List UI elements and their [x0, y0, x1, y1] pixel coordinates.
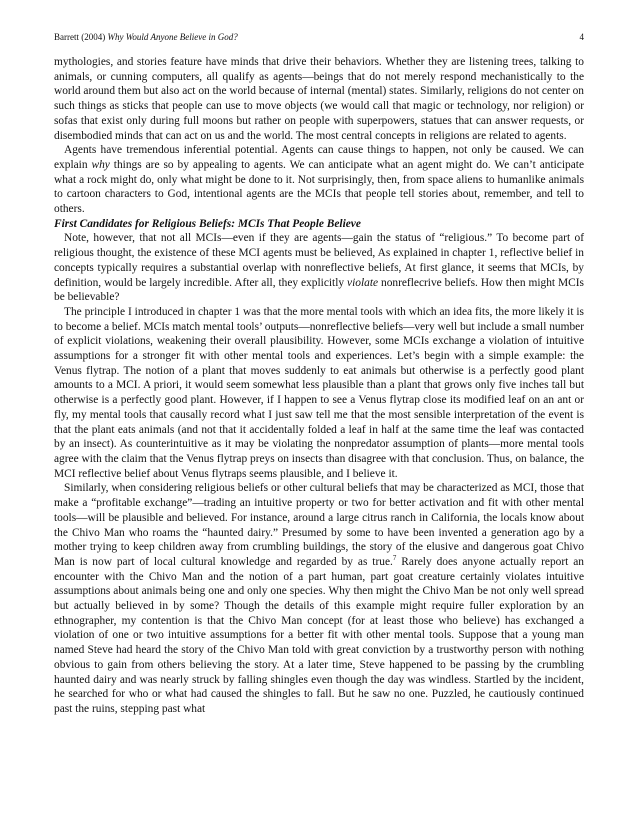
paragraph-2-text-a: Agents have tremendous inferential potential. Agents can cause things to happen, not only be caused. We can explain	[54, 144, 584, 171]
paragraph-5-text-b: Rarely does anyone actually report an encounter with the Chivo Man and the notion of a part human, part goat creature certainly violates intuitive assumptions about animals being one and only one species. Why then might the Chivo Man be not only well spread but actually believed in by some? Though the details of this example might require fuller exploration by an ethnographer, my contention is that the Chivo Man concept (for at least those who believe) has exchanged a violation of one or two intuitive assumptions for a better fit with other mental tools. Suppose that a young man named Steve had heard the story of the Chivo Man told with great conviction by a trustworthy person with nothing obvious to gain from others believing the story. At a later time, Steve happened to be passing by the crumbling haunted dairy and was nearly struck by falling shingles even though the day was windless. Startled by the incident, he searched for who or what had caused the shingles to fall. But he saw no one. Puzzled, he cautiously continued past the ruins, stepping past what	[54, 555, 584, 715]
header-citation	[54, 32, 238, 43]
paragraph-3-text-b: nonreflecrive beliefs. How then might MCIs be believable?	[54, 276, 584, 304]
paragraph-5	[54, 481, 584, 716]
header-book-title: Why Would Anyone Believe in God?	[107, 32, 238, 42]
paragraph-3	[54, 231, 584, 305]
page-number: 4	[579, 32, 584, 42]
paragraph-2-emphasis: why	[91, 158, 110, 171]
paragraph-2-text-b: things are so by appealing to agents. We can anticipate what an agent might do. We can’t anticipate what a rock might do, only what might be done to it. Not surprisingly, then, from space aliens to humanlike animals to cartoon characters to God, intentional agents are the MCIs that people tell stories about, remember, and tell to others.	[54, 158, 585, 216]
section-heading: First Candidates for Religious Beliefs: MCIs That People Believe	[54, 217, 361, 230]
paragraph-3-text-a: Note, however, that not all MCIs—even if they are agents—gain the status of “religious.” To become part of religious thought, the existence of these MCI agents must be believed, As explained in chapter 1, reflective belief in concepts typically requires a substantial overlap with nonreflective beliefs, At first glance, it seems that MCIs, by definition, would be largely incredible. After all, they explicitly	[54, 232, 584, 289]
footnote-marker[interactable]: 7	[392, 554, 397, 563]
paragraph-1: mythologies, and stories feature have minds that drive their behaviors. Whether they are listening trees, talking to animals, or cunning computers, all qualify as agents—beings that do not merely respond mechanistically to the world around them but also act on the world because of internal (mental) states. Similarly, religions do not center on such things as sticks that people can use to move objects (we would call that magic or technology, nor religion) or sofas that exist only during full moons but rather on people with superpowers, statues that can answer requests, or disembodied minds that can act on us and the world. The most central concepts in religions are related to agents.	[54, 56, 584, 142]
header-author-year: Barrett (2004)	[54, 32, 108, 42]
paragraph-4: The principle I introduced in chapter 1 was that the more mental tools with which an idea fits, the more likely it is to become a belief. MCIs match mental tools’ outputs—nonreflective beliefs—very well but include a small number of explicit violations, weakening their overall plausibility. However, some MCIs exchange a violation of intuitive assumptions for a stronger fit with other mental tools and experiences. Let’s begin with a simple example: the Venus flytrap. The notion of a plant that moves suddenly to eat animals but otherwise is a perfectly good plant amounts to a MCI. A priori, it would seem somewhat less plausible than a plant that grows only five inches tall but otherwise is a perfectly good plant. However, if I happen to see a Venus flytrap close its modified leaf on an ant or fly, my mental tools that causally record what I just saw tell me that the most sensible interpretation of the event is that the plant eats animals (and not that it accidentally folded a leaf in half at the same time the leaf was contacted by an insect). As counterintuitive as it may be violating the nonpredator assumption of plants—more mental tools agree with the claim that the Venus flytrap preys on insects than disagree with that conclusion. Thus, on balance, the MCI reflective belief about Venus flytraps seems plausible, and I believe it.	[54, 305, 584, 480]
paragraph-2	[54, 143, 584, 217]
paragraph-3-emphasis: violate	[347, 276, 379, 289]
running-header	[54, 32, 584, 43]
body-text	[54, 55, 584, 717]
paragraph-5-text-a: Similarly, when considering religious beliefs or other cultural beliefs that may be characterized as MCI, those that make a “profitable exchange”—trading an intuitive property or two for better activation and fit with other mental tools—will be plausible and believed. For instance, around a large citrus ranch in California, the locals know about the Chivo Man who roams the “haunted dairy.” Presumed by some to have been invented a generation ago by a mother trying to keep children away from crumbling buildings, the story of the elusive and dangerous goat Chivo Man is now part of local cultural knowledge and regarded by as true.	[54, 482, 584, 568]
